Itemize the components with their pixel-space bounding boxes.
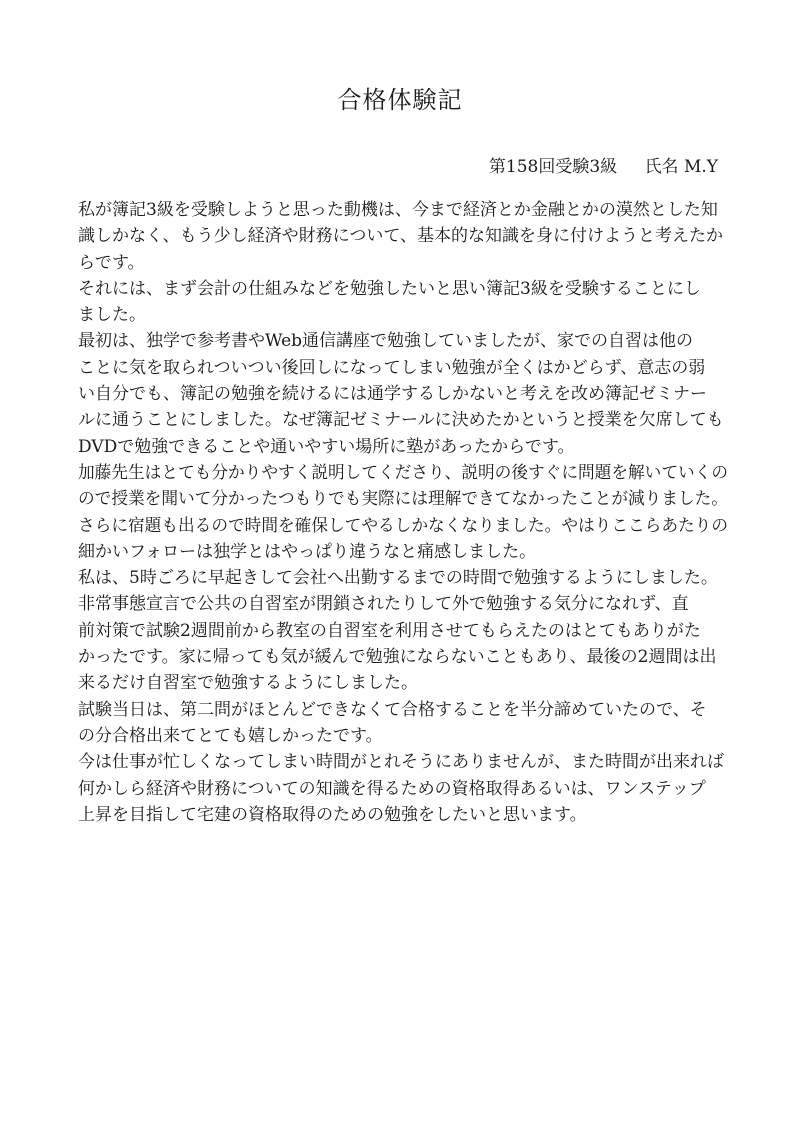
body-line: 上昇を目指して宅建の資格取得のための勉強をしたいと思います。 [78,804,587,825]
body-line: それには、まず会計の仕組みなどを勉強したいと思い簿記3級を受験することにし [78,278,701,299]
body-line: 最初は、独学で参考書やWeb通信講座で勉強していましたが、家での自習は他の [78,331,694,352]
body-line: 細かいフォローは独学とはやっぱり違うなと痛感しました。 [78,541,537,562]
body-line: 非常事態宣言で公共の自習室が閉鎖されたりして外で勉強する気分になれず、直 [78,594,689,615]
body-line: の分合格出来てとても嬉しかったです。 [78,725,383,746]
body-line: 前対策で試験2週間前から教室の自習室を利用させてもらえたのはとてもありがた [78,620,701,641]
body-line: 識しかなく、もう少し経済や財務について、基本的な知識を身に付けようと考えたか [78,226,723,247]
body-text [78,197,728,828]
body-line: 私は、5時ごろに早起きして会社へ出勤するまでの時間で勉強するようにしました。 [78,568,718,589]
body-line: ことに気を取られついつい後回しになってしまい勉強が全くはかどらず、意志の弱 [78,357,706,378]
exam-info: 第158回受験3級 [488,157,618,177]
body-line: い自分でも、簿記の勉強を続けるには通学するしかないと考えを改め簿記ゼミナー [78,384,707,405]
body-line: ました。 [78,305,146,326]
body-line: らです。 [78,252,145,273]
body-line: DVDで勉強できることや通いやすい場所に塾があったからです。 [78,436,575,457]
body-line: 加藤先生はとても分かりやすく説明してくださり、説明の後すぐに問題を解いていくの [78,462,728,483]
body-line: 来るだけ自習室で勉強するようにしました。 [78,673,418,694]
body-line: ので授業を聞いて分かったつもりでも実際には理解できてなかったことが減りました。 [78,489,728,510]
body-line: ルに通うことにしました。なぜ簿記ゼミナールに決めたかというと授業を欠席しても [78,410,724,431]
body-line: さらに宿題も出るので時間を確保してやるしかなくなりました。やはりここらあたりの [78,515,728,536]
document-title: 合格体験記 [337,86,463,114]
body-line: 今は仕事が忙しくなってしまい時間がとれそうにありませんが、また時間が出来れば [78,752,724,773]
author-info [489,152,718,177]
body-line: 私が簿記3級を受験しようと思った動機は、今まで経済とか金融とかの漠然とした知 [78,200,718,220]
body-line: 試験当日は、第二問がほとんどできなくて合格することを半分諦めていたので、そ [78,699,707,720]
author-name: 氏名 M.Y [644,157,718,177]
body-line: かったです。家に帰っても気が緩んで勉強にならないこともあり、最後の2週間は出 [78,647,717,668]
body-line: 何かしら経済や財務についての知識を得るための資格取得あるいは、ワンステップ [78,778,706,799]
